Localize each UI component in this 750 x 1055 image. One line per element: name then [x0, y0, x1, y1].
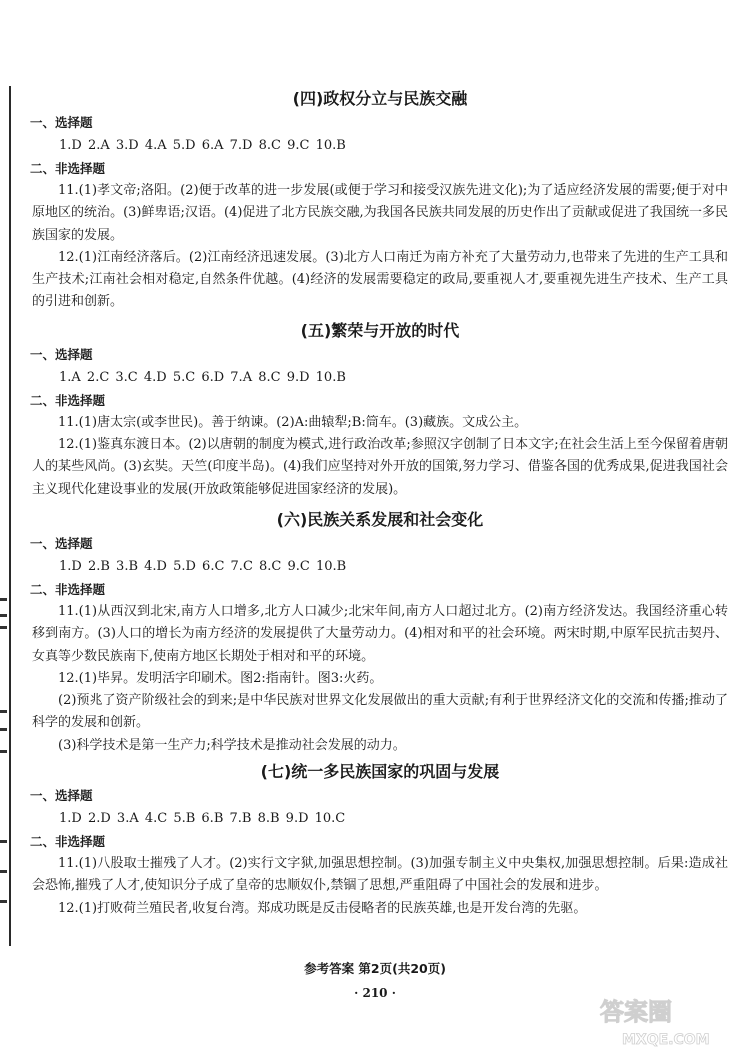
- mcq-label: 一、选择题: [30, 346, 93, 362]
- watermark-text-main: 答案圈: [600, 998, 672, 1026]
- section-title: (四)政权分立与民族交融: [292, 89, 468, 108]
- answer-paragraph: (2)预兆了资产阶级社会的到来;是中华民族对世界文化发展做出的重大贡献;有利于世界经济文化的交流和传播;推动了科学的发展和创新。: [32, 693, 728, 731]
- answer-paragraph: (3)科学技术是第一生产力;科学技术是推动社会发展的动力。: [58, 737, 406, 753]
- mcq-label: 一、选择题: [30, 535, 93, 551]
- answer-page: [32, 86, 728, 920]
- section-title: (六)民族关系发展和社会变化: [276, 509, 484, 529]
- watermark-logo: [592, 990, 742, 1052]
- page-number: · 210 ·: [354, 986, 396, 1000]
- section-4: [32, 86, 728, 314]
- open-label: 二、非选择题: [30, 161, 106, 176]
- open-label: 二、非选择题: [30, 581, 106, 597]
- left-margin-rule: [9, 86, 11, 946]
- left-margin-ticks: [0, 590, 8, 930]
- open-label: 二、非选择题: [30, 392, 106, 408]
- section-6: [32, 507, 728, 757]
- answer-paragraph: 11.(1)唐太宗(或李世民)。善于纳谏。(2)A:曲辕犁;B:筒车。(3)藏族。文成公主。: [58, 414, 528, 430]
- answer-paragraph: 11.(1)八股取士摧残了人才。(2)实行文字狱,加强思想控制。(3)加强专制主义中央集权,加强思想控制。后果:造成社会恐怖,摧残了人才,使知识分子成了皇帝的忠顺奴仆,禁锢了思想,严重阻碍了中国社会的发展和进步。: [32, 856, 728, 894]
- answer-paragraph: 11.(1)孝文帝;洛阳。(2)便于改革的进一步发展(或便于学习和接受汉族先进文化);为了适应经济发展的需要;便于对中原地区的统治。(3)鲜卑语;汉语。(4)促进了北方民族交融,为我国各民族共同发展的历史作出了贡献或促进了我国统一多民族国家的发展。: [32, 183, 728, 243]
- answer-paragraph: 11.(1)从西汉到北宋,南方人口增多,北方人口减少;北宋年间,南方人口超过北方。(2)南方经济发达。我国经济重心转移到南方。(3)人口的增长为南方经济的发展提供了大量劳动力。(4)相对和平的社会环境。两宋时期,中原军民抗击契丹、女真等少数民族南下,使南方地区长期处于相对和平的环境。: [32, 603, 728, 664]
- mcq-answers: 1.D 2.A 3.D 4.A 5.D 6.A 7.D 8.C 9.C 10.B: [59, 138, 346, 153]
- mcq-label: 一、选择题: [30, 788, 93, 804]
- answer-paragraph: 12.(1)毕昇。发明活字印刷术。图2:指南针。图3:火药。: [58, 670, 383, 686]
- answer-paragraph: 12.(1)鉴真东渡日本。(2)以唐朝的制度为模式,进行政治改革;参照汉字创制了日本文字;在社会生活上至今保留着唐朝人的某些风尚。(3)玄奘。天竺(印度半岛)。(4)我们应坚持对外开放的国策,努力学习、借鉴各国的优秀成果,促进我国社会主义现代化建设事业的发展(开放政策能够促进国家经济的发展)。: [32, 437, 728, 497]
- section-title: (五)繁荣与开放的时代: [300, 320, 460, 340]
- section-7: [32, 759, 728, 920]
- section-5: [32, 318, 728, 501]
- mcq-answers: 1.D 2.B 3.B 4.D 5.D 6.C 7.C 8.C 9.C 10.B: [59, 558, 347, 574]
- answer-paragraph: 12.(1)打败荷兰殖民者,收复台湾。郑成功既是反击侵略者的民族英雄,也是开发台湾的先驱。: [58, 900, 587, 916]
- open-label: 二、非选择题: [30, 834, 106, 850]
- mcq-answers: 1.D 2.D 3.A 4.C 5.B 6.B 7.B 8.B 9.D 10.C: [59, 811, 346, 827]
- mcq-answers: 1.A 2.C 3.C 4.D 5.C 6.D 7.A 8.C 9.D 10.B: [59, 369, 346, 385]
- mcq-label: 一、选择题: [30, 115, 93, 130]
- page-footer: 参考答案 第2页(共20页): [304, 961, 446, 976]
- section-title: (七)统一多民族国家的巩固与发展: [260, 762, 500, 782]
- answer-paragraph: 12.(1)江南经济落后。(2)江南经济迅速发展。(3)北方人口南迁为南方补充了大量劳动力,也带来了先进的生产工具和生产技术;江南社会相对稳定,自然条件优越。(4)经济的发展需要稳定的政局,要重视人才,要重视先进生产技术、生产工具的引进和创新。: [32, 249, 728, 310]
- watermark-text-url: MXQE.COM: [622, 1032, 710, 1048]
